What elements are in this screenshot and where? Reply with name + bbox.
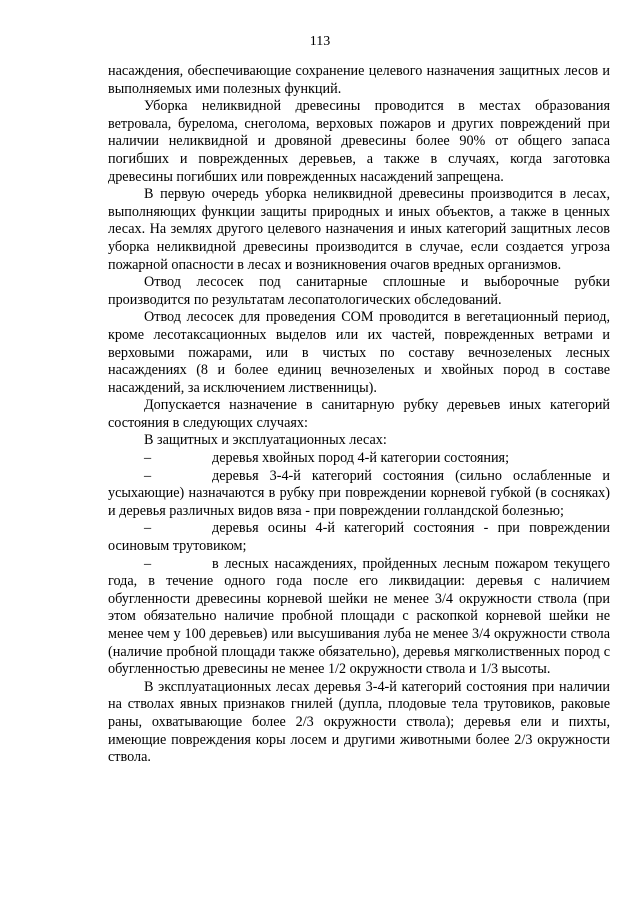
- paragraph-allowed-assignment: Допускается назначение в санитарную рубку деревьев иных категорий состояния в следующих случаях:: [108, 397, 610, 431]
- list-item-text: деревья хвойных пород 4-й категории состояния;: [212, 450, 510, 467]
- paragraph-cutting-allotment: Отвод лесосек под санитарные сплошные и выборочные рубки производится по результатам лесопатологических обследований.: [108, 274, 610, 308]
- list-item: [108, 520, 610, 555]
- page-number: 113: [309, 34, 331, 49]
- list-item: [108, 556, 610, 679]
- dash-marker: –: [144, 450, 152, 467]
- paragraph-priority-removal: В первую очередь уборка неликвидной древесины производится в лесах, выполняющих функции защиты природных и иных объектов, а также в ценных лесах. На землях другого целевого назначения и иных категорий защитных лесов уборка неликвидной древесины производится в случае, если создается угроза пожарной опасности в лесах и возникновения очагов вредных организмов.: [108, 186, 610, 273]
- list-item-text: в лесных насаждениях, пройденных лесным пожаром текущего года, в течение одного года после его ликвидации: деревья с наличием обугленности древесины корневой шейки не менее 3/4 окружности ствола (при этом обязательно наличие пробной площади с раскопкой корневой шейки не менее чем у 100 деревьев) или высушивания луба не менее 3/4 окружности ствола (наличие пробной площади также обязательно), деревья мягколиственных пород с обугленностью древесины не менее 1/2 окружности ствола и 1/3 высоты.: [108, 555, 610, 678]
- list-item: [108, 450, 610, 468]
- document-body: [108, 63, 610, 767]
- paragraph-continuation: насаждения, обеспечивающие сохранение целевого назначения защитных лесов и выполняемых ими полезных функций.: [108, 63, 610, 97]
- list-item-text: деревья 3-4-й категорий состояния (сильно ослабленные и усыхающие) назначаются в рубку при повреждении корневой губкой (в сосняках) и деревья различных видов вяза - при повреждении голландской болезнью;: [108, 467, 610, 519]
- dash-marker: –: [144, 520, 152, 537]
- paragraph-protective-forests: В защитных и эксплуатационных лесах:: [144, 432, 387, 449]
- list-item-text: деревья осины 4-й категорий состояния - при повреждении осиновым трутовиком;: [108, 520, 610, 555]
- paragraph-som-allotment: Отвод лесосек для проведения СОМ проводится в вегетационный период, кроме лесотаксационных выделов или их частей, поврежденных ветрами и верховыми пожарами, или в чистых по составу вечнозеленых лесных насаждениях (8 и более единиц вечнозеленых и хвойных пород в составе насаждений, за исключением лиственницы).: [108, 309, 610, 396]
- paragraph-deadwood-removal: Уборка неликвидной древесины проводится в местах образования ветровала, бурелома, снеголома, верховых пожаров и других повреждений при наличии неликвидной и дровяной древесины более 90% от общего запаса погибших и поврежденных деревьев, а также в случаях, когда заготовка древесины погибших или поврежденных насаждений запрещена.: [108, 98, 610, 185]
- paragraph-exploitation-forests: В эксплуатационных лесах деревья 3-4-й категорий состояния при наличии на стволах явных признаков гнилей (дупла, плодовые тела трутовиков, раковые раны, охватывающие более 2/3 окружности ствола); деревья ели и пихты, имеющие повреждения коры лосем и другими животными более 2/3 окружности ствола.: [108, 678, 610, 766]
- list-item: [108, 468, 610, 521]
- dash-marker: –: [144, 467, 152, 484]
- dash-marker: –: [144, 555, 152, 572]
